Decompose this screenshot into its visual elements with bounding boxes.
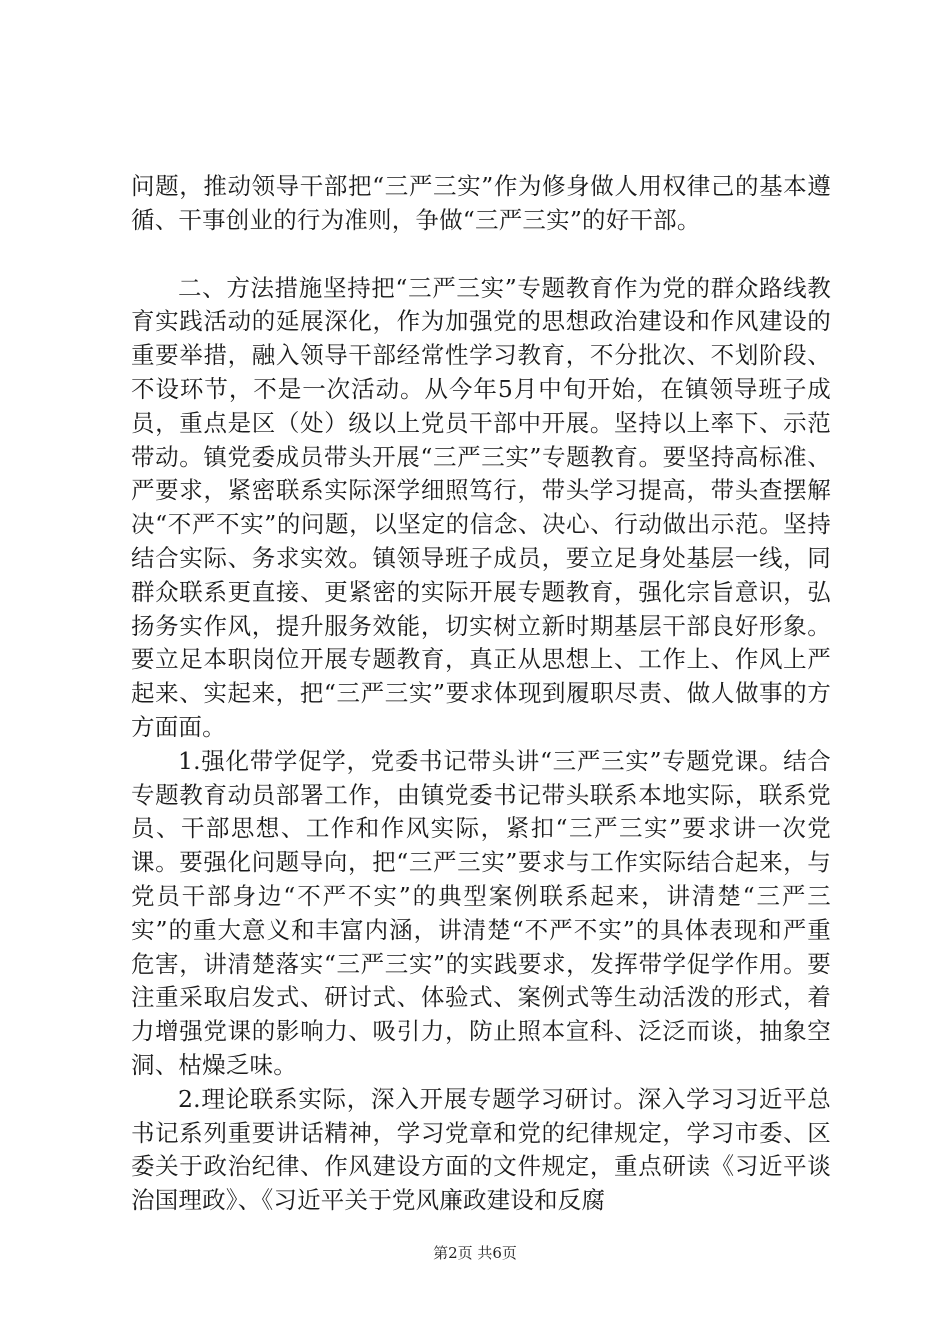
page-footer: 第2页 共6页 <box>433 1244 517 1262</box>
paragraph-spacer <box>131 238 831 272</box>
paragraph-2: 二、方法措施坚持把“三严三实”专题教育作为党的群众路线教育实践活动的延展深化，作为加强党的思想政治建设和作风建设的重要举措，融入领导干部经常性学习教育，不分批次、不划阶段、不设环节，不是一次活动。从今年5月中旬开始，在镇领导班子成员，重点是区（处）级以上党员干部中开展。坚持以上率下、示范带动。镇党委成员带头开展“三严三实”专题教育。要坚持高标准、严要求，紧密联系实际深学细照笃行，带头学习提高，带头查摆解决“不严不实”的问题，以坚定的信念、决心、行动做出示范。坚持结合实际、务求实效。镇领导班子成员，要立足身处基层一线，同群众联系更直接、更紧密的实际开展专题教育，强化宗旨意识，弘扬务实作风，提升服务效能，切实树立新时期基层干部良好形象。要立足本职岗位开展专题教育，真正从思想上、工作上、作风上严起来、实起来，把“三严三实”要求体现到履职尽责、做人做事的方方面面。 <box>131 273 831 741</box>
paragraph-3: 1.强化带学促学，党委书记带头讲“三严三实”专题党课。结合专题教育动员部署工作，由镇党委书记带头联系本地实际，联系党员、干部思想、工作和作风实际，紧扣“三严三实”要求讲一次党课。要强化问题导向，把“三严三实”要求与工作实际结合起来，与党员干部身边“不严不实”的典型案例联系起来，讲清楚“三严三实”的重大意义和丰富内涵，讲清楚“不严不实”的具体表现和严重危害，讲清楚落实“三严三实”的实践要求，发挥带学促学作用。要注重采取启发式、研讨式、体验式、案例式等生动活泼的形式，着力增强党课的影响力、吸引力，防止照本宣科、泛泛而谈，抽象空洞、枯燥乏味。 <box>131 746 831 1079</box>
paragraph-1: 问题，推动领导干部把“三严三实”作为修身做人用权律己的基本遵循、干事创业的行为准则，争做“三严三实”的好干部。 <box>131 172 831 234</box>
document-body <box>131 170 831 1218</box>
paragraph-4: 2.理论联系实际，深入开展专题学习研讨。深入学习习近平总书记系列重要讲话精神，学习党章和党的纪律规定，学习市委、区委关于政治纪律、作风建设方面的文件规定，重点研读《习近平谈治国理政》、《习近平关于党风廉政建设和反腐 <box>131 1084 831 1215</box>
